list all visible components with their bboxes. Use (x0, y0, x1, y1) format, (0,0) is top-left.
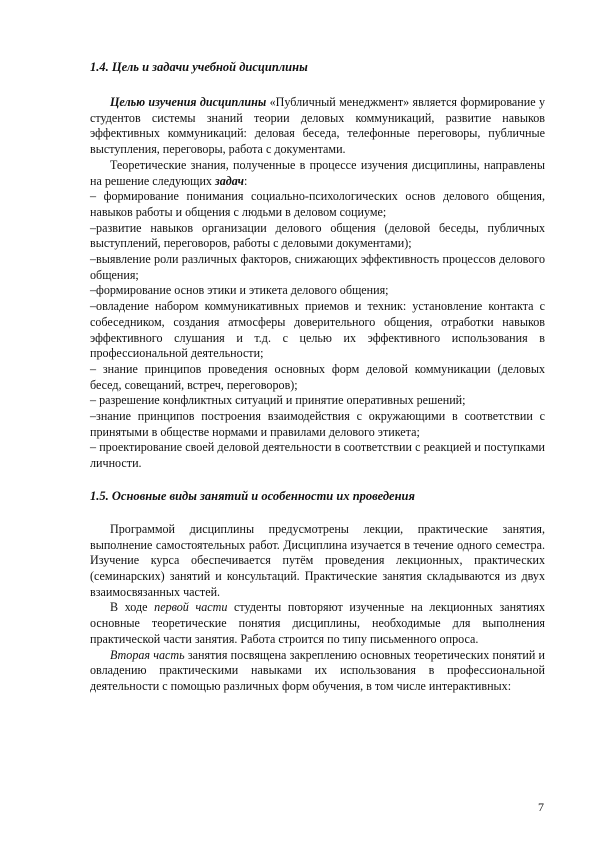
task-item: –овладение набором коммуникативных приемов и техник: установление контакта с собеседником, создания атмосферы доверительного общения, отработки навыков эффективного слушания и т.д. с целью их эффективного использования в профессиональной деятельности; (90, 299, 545, 361)
document-page (90, 60, 545, 695)
page-number: 7 (538, 800, 544, 814)
goal-paragraph (90, 95, 545, 158)
tasks-lead-text: Теоретические знания, полученные в процессе изучения дисциплины, направлены на решение следующих (90, 157, 545, 188)
first-part-text: студенты повторяют изученные на лекционных занятиях основные теоретические понятия дисциплины, необходимые для выполнения практической части занятия. Работа строится по типу письменного опроса. (90, 600, 545, 646)
section-heading-classes: 1.5. Основные виды занятий и особенности их проведения (90, 488, 415, 503)
goal-emphasis: Целью изучения дисциплины (110, 95, 267, 109)
first-part-emphasis: первой части (154, 600, 228, 615)
second-part-paragraph (90, 648, 545, 695)
second-part-text: занятия посвящена закреплению основных теоретических понятий и овладению практическими навыками их использования в профессиональной деятельности с помощью различных форм обучения, в том числе интерактивных: (90, 647, 545, 693)
task-item: –формирование основ этики и этикета делового общения; (90, 283, 389, 298)
tasks-colon: : (244, 173, 248, 188)
first-part-paragraph (90, 600, 545, 647)
task-item: – проектирование своей деловой деятельности в соответствии с реакцией и поступками личности. (90, 440, 545, 471)
section-heading-goals: 1.4. Цель и задачи учебной дисциплины (90, 60, 308, 74)
task-item: –знание принципов построения взаимодействия с окружающими в соответствии с принятыми в обществе нормами и правилами делового этикета; (90, 409, 545, 439)
first-part-lead: В ходе (110, 600, 155, 615)
second-part-emphasis: Вторая часть (110, 647, 185, 662)
program-paragraph: Программой дисциплины предусмотрены лекции, практические занятия, выполнение самостоятельных работ. Дисциплина изучается в течение одного семестра. Изучение курса обеспечивается путём проведения лекционных, практических (семинарских) занятий и консультаций. Практические занятия складываются из двух взаимосвязанных частей. (90, 521, 545, 599)
goal-text: «Публичный менеджмент» является формирование у студентов системы знаний теории деловых коммуникаций, развитие навыков эффективных коммуникаций: деловая беседа, телефонные переговоры, публичные выступления, переговоры, работа с документами. (90, 95, 545, 157)
task-item: –развитие навыков организации делового общения (деловой беседы, публичных выступлений, переговоров, работы с деловыми документами); (90, 220, 545, 251)
task-item: – формирование понимания социально-психологических основ делового общения, навыков работы и общения с людьми в деловом социуме; (90, 189, 545, 219)
task-item: – знание принципов проведения основных форм деловой коммуникации (деловых бесед, совещаний, встреч, переговоров); (90, 361, 545, 392)
tasks-emphasis: задач (215, 173, 245, 188)
task-item: –выявление роли различных факторов, снижающих эффективность процессов делового общения; (90, 252, 545, 282)
task-item: – разрешение конфликтных ситуаций и принятие оперативных решений; (90, 393, 466, 408)
tasks-lead-paragraph (90, 158, 545, 189)
